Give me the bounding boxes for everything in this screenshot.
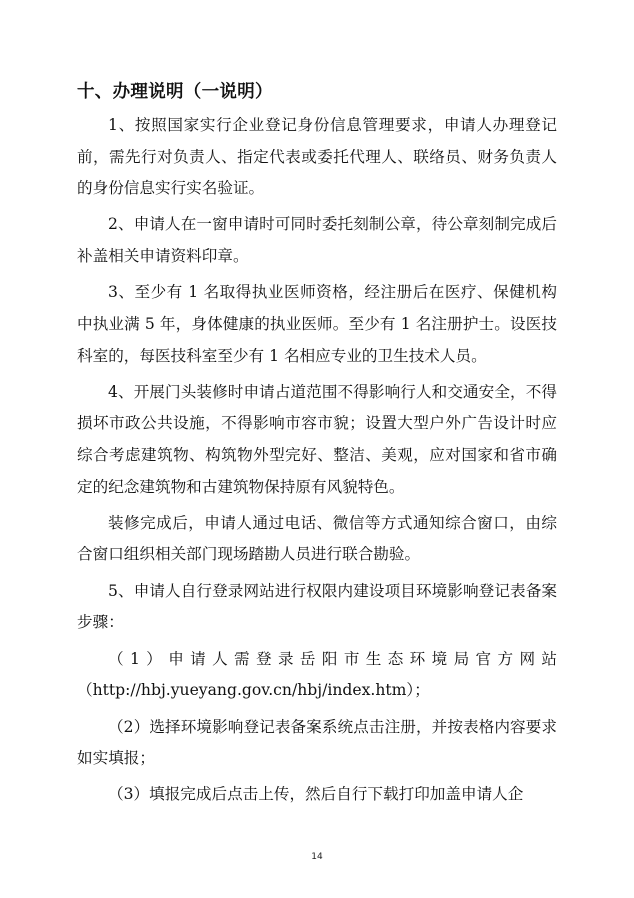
paragraph-step-1: （1）申请人需登录岳阳市生态环境局官方网站（http://hbj.yueyang.gov.cn/hbj/index.htm）； <box>77 649 557 700</box>
paragraph-identity-verification: 1、按照国家实行企业登记身份信息管理要求，申请人办理登记前，需先行对负责人、指定代表或委托代理人、联络员、财务负责人的身份信息实行实名验证。 <box>77 116 557 198</box>
document-body <box>77 110 557 816</box>
section-heading: 十、办理说明（一说明） <box>77 82 273 102</box>
paragraph-storefront-decoration: 4、开展门头装修时申请占道范围不得影响行人和交通安全，不得损坏市政公共设施，不得影响市容市貌；设置大型户外广告设计时应综合考虑建筑物、构筑物外型完好、整洁、美观，应对国家和省市确定的纪念建筑物和古建筑物保持原有风貌特色。 <box>77 382 557 496</box>
paragraph-step-3: （3）填报完成后点击上传，然后自行下载打印加盖申请人企 <box>108 785 524 804</box>
paragraph-medical-staff: 3、至少有 1 名取得执业医师资格，经注册后在医疗、保健机构中执业满 5 年，身体健康的执业医师。至少有 1 名注册护士。设医技科室的，每医技科室至少有 1 名相应专业的卫生技术人员。 <box>77 283 557 365</box>
paragraph-online-filing: 5、申请人自行登录网站进行权限内建设项目环境影响登记表备案步骤： <box>77 581 557 632</box>
paragraph-joint-inspection: 装修完成后，申请人通过电话、微信等方式通知综合窗口，由综合窗口组织相关部门现场踏勘人员进行联合勘验。 <box>77 513 557 564</box>
paragraph-step-2: （2）选择环境影响登记表备案系统点击注册，并按表格内容要求如实填报； <box>77 717 557 768</box>
page-number: 14 <box>311 852 323 862</box>
paragraph-seal-engraving: 2、申请人在一窗申请时可同时委托刻制公章，待公章刻制完成后补盖相关申请资料印章。 <box>77 215 557 266</box>
